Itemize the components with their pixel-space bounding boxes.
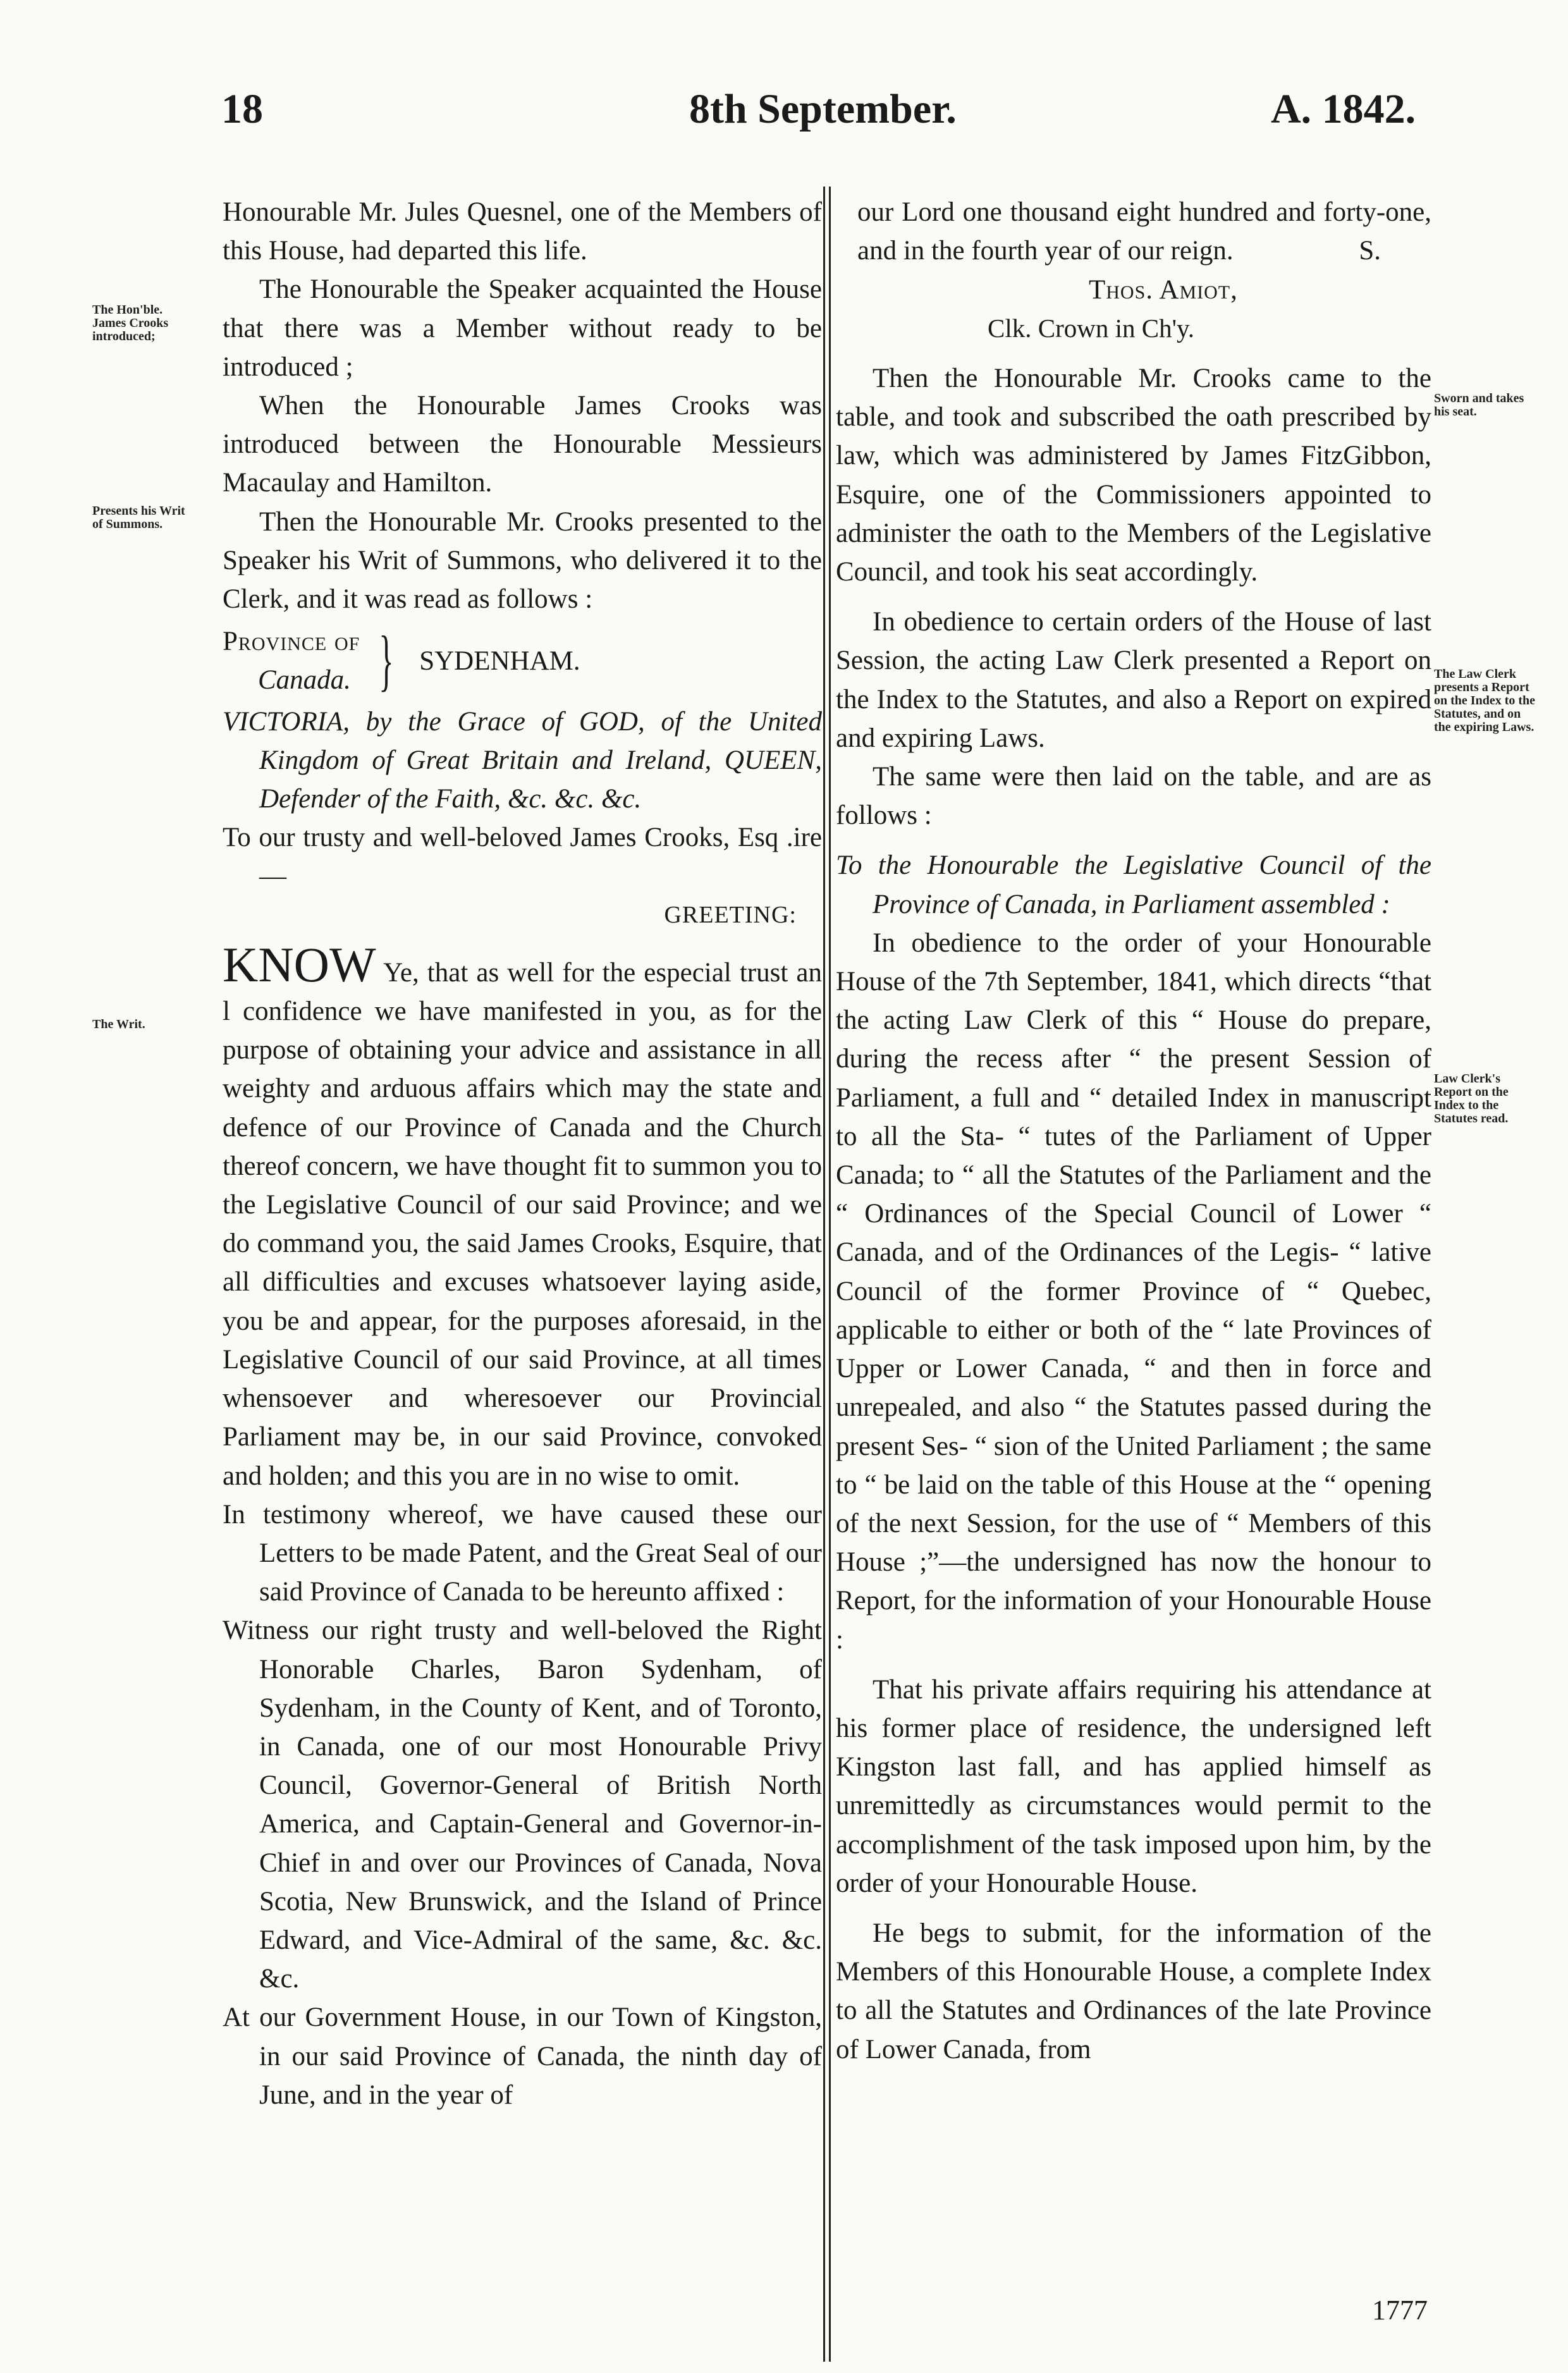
page-number: 18 bbox=[221, 86, 263, 132]
writ-address: To our trusty and well-beloved James Crooks, Esq .ire— bbox=[223, 823, 822, 892]
report-address: To the Honourable the Legislative Council of the Province of Canada, in Parliament assembled : bbox=[836, 850, 1431, 919]
writ-body bbox=[223, 936, 822, 1495]
seal-mark: S. bbox=[1359, 236, 1381, 266]
paragraph-quesnel: Honourable Mr. Jules Quesnel, one of the Members of this House, had departed this life. bbox=[223, 197, 822, 266]
margin-note-report-read: Law Clerk's Report on the Index to the Statutes read. bbox=[1434, 1072, 1509, 1125]
writ-body-text: Ye, that as well for the especial trust an l confidence we have manifested in you, as for the purpose of obtaining your advice and assistance in all weighty and arduous affairs which may the state and defence of our Province of Canada and the Church thereof concern, we have thought fit to summon you to the Legislative Council of our said Province; and we do command you, the said James Crooks, Esquire, that all difficulties and excuses whatsoever laying aside, you be and appear, for the purposes aforesaid, in the Legislative Council of our said Province, at all times whensoever and wheresoever our Provincial Parliament may be, in our said Province, convoked and holden; and this you are in no wise to omit. bbox=[223, 957, 822, 1491]
left-column bbox=[223, 193, 822, 2114]
column-rule bbox=[823, 187, 825, 2362]
paragraph-introduced: When the Honourable James Crooks was introduced between the Honourable Messieurs Macaulay and Hamilton. bbox=[223, 391, 822, 498]
margin-note-the-writ: The Writ. bbox=[92, 1017, 145, 1031]
witness-clause: Witness our right trusty and well-beloved the Right Honorable Charles, Baron Sydenham, of Sydenham, in the County of Kent, and of Toronto, in Canada, one of our most Honourable Privy Council, Governor-General of British North America, and Captain-General and Governor-in-Chief in and over our Provinces of Canada, Nova Scotia, New Brunswick, and the Island of Prince Edward, and Vice-Admiral of the same, &c. &c. &c. bbox=[223, 1616, 822, 1994]
province-name: Canada. bbox=[258, 665, 351, 696]
greeting: GREETING: bbox=[664, 901, 797, 928]
paragraph-oath: Then the Honourable Mr. Crooks came to the table, and took and subscribed the oath prescribed by law, which was administered by James FitzGibbon, Esquire, one of the Commissioners appointed to administer the oath to the Members of the Legislative Council, and took his seat accordingly. bbox=[836, 364, 1431, 587]
paragraph-speaker: The Honourable the Speaker acquainted the House that there was a Member without ready to be introduced ; bbox=[223, 274, 822, 382]
margin-note-writ-of-summons: Presents his Writ of Summons. bbox=[92, 504, 185, 531]
margin-note-sworn: Sworn and takes his seat. bbox=[1434, 391, 1524, 419]
paragraph-law-clerk: In obedience to certain orders of the House of last Session, the acting Law Clerk presented a Report on the Index to the Statutes, and also a Report on expired and expiring Laws. bbox=[836, 607, 1431, 753]
clerk-title: Clk. Crown in Ch'y. bbox=[988, 313, 1195, 343]
testimony-clause: In testimony whereof, we have caused these our Letters to be made Patent, and the Great Seal of our said Province of Canada to be hereunto affixed : bbox=[223, 1499, 822, 1607]
province-of: Province of bbox=[223, 627, 360, 657]
dating-clause-continued: our Lord one thousand eight hundred and forty-one, and in the fourth year of our reign. bbox=[857, 197, 1431, 266]
clerk-name: Thos. Amiot, bbox=[1089, 274, 1238, 305]
brace-glyph: } bbox=[379, 623, 394, 699]
running-head-date: 8th September. bbox=[689, 86, 957, 132]
paragraph-submits-index: He begs to submit, for the information of the Members of this Honourable House, a complete Index to all the Statutes and Ordinances of the late Province of Lower Canada, from bbox=[836, 1918, 1431, 2064]
victoria-title: VICTORIA, by the Grace of GOD, of the United Kingdom of Great Britain and Ireland, QUEEN, Defender of the Faith, &c. &c. &c. bbox=[223, 706, 822, 814]
running-head-year: A. 1842. bbox=[1271, 86, 1416, 132]
right-column bbox=[836, 193, 1431, 2069]
margin-note-crooks-introduced: The Hon'ble. James Crooks introduced; bbox=[92, 303, 169, 343]
catchword: 1777 bbox=[1372, 2295, 1428, 2326]
drop-cap-know: KNOW bbox=[223, 936, 376, 992]
column-rule bbox=[829, 187, 831, 2362]
writ-province-heading bbox=[223, 622, 822, 699]
paragraph-private-affairs: That his private affairs requiring his attendance at his former place of residence, the undersigned left Kingston last fall, and has applied himself as unremittedly as circumstances would permit to the accomplishment of the task imposed upon him, by the order of your Honourable House. bbox=[836, 1674, 1431, 1898]
margin-note-law-clerk-presents: The Law Clerk presents a Report on the Index to the Statutes, and on the expiring Laws. bbox=[1434, 667, 1536, 734]
dating-clause: At our Government House, in our Town of Kingston, in our said Province of Canada, the ninth day of June, and in the year of bbox=[223, 2002, 822, 2110]
paragraph-writ-presented: Then the Honourable Mr. Crooks presented to the Speaker his Writ of Summons, who delivered it to the Clerk, and it was read as follows : bbox=[223, 506, 822, 615]
paragraph-report-order: In obedience to the order of your Honourable House of the 7th September, 1841, which directs “that the acting Law Clerk of this “ House do prepare, during the recess after “ the present Session of Parliament, a full and “ detailed Index in manuscript to all the Sta- “ tutes of the Parliament of Upper Canada; to “ all the Statutes of the Parliament and the “ Ordinances of the Special Council of Lower “ Canada, and of the Ordinances of the Legis- “ lative Council of the former Province of “ Quebec, applicable to either or both of the “ late Provinces of Upper or Lower Canada, “ and then in force and unrepealed, and also “ the Statutes passed during the present Ses- “ sion of the United Parliament ; the same to “ be laid on the table of this House at the “ opening of the next Session, for the use of “ Members of this House ;”—the undersigned has now the honour to Report, for the information of your Honourable House : bbox=[836, 928, 1431, 1655]
sydenham-signature: SYDENHAM. bbox=[419, 646, 580, 676]
paragraph-laid-on-table: The same were then laid on the table, and are as follows : bbox=[836, 762, 1431, 831]
